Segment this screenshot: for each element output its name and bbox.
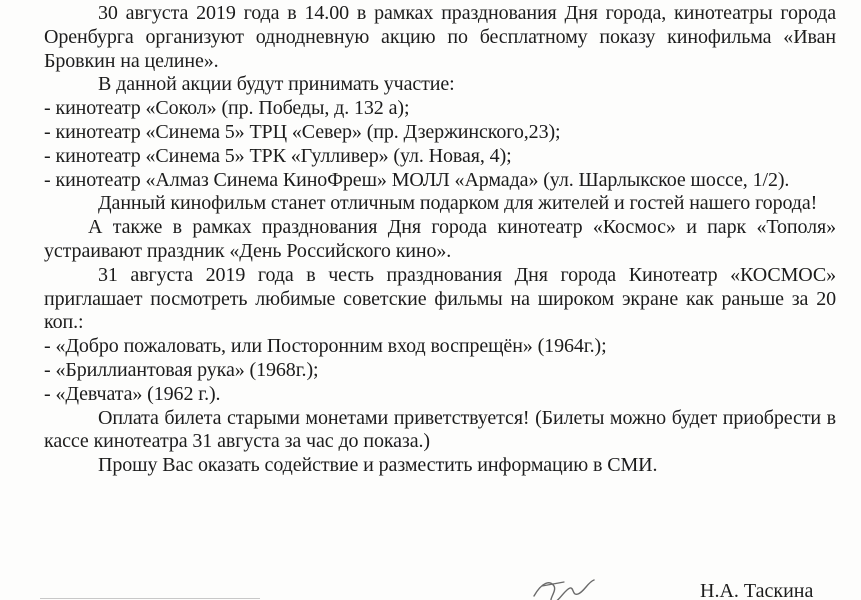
gift-paragraph: Данный кинофильм станет отличным подарком для жителей и гостей нашего города! xyxy=(98,192,818,215)
invite-paragraph: 31 августа 2019 года в честь празднования Дня города Кинотеатр «КОСМОС» приглашает посмотреть любимые советские фильмы на широком экране как раньше за 20 коп.: xyxy=(44,263,836,334)
request-paragraph: Прошу Вас оказать содействие и разместить информацию в СМИ. xyxy=(98,454,658,477)
participants-heading: В данной акции будут принимать участие: xyxy=(98,73,455,96)
film-list-item: - «Бриллиантовая рука» (1968г.); xyxy=(44,358,319,381)
cinema-list-item: - кинотеатр «Сокол» (пр. Победы, д. 132 а); xyxy=(44,97,410,120)
film-list-item: - «Девчата» (1962 г.). xyxy=(44,382,221,405)
handwritten-signature xyxy=(528,572,608,600)
intro-paragraph: 30 августа 2019 года в 14.00 в рамках празднования Дня города, кинотеатры города Оренбурга организуют однодневную акцию по бесплатному показу кинофильма «Иван Бровкин на целине». xyxy=(44,2,836,72)
kosmos-paragraph: А также в рамках празднования Дня города кинотеатр «Космос» и парк «Тополя» устраивают праздник «День Российского кино». xyxy=(44,216,836,262)
signature-block xyxy=(0,572,861,600)
cinema-list-item: - кинотеатр «Синема 5» ТРЦ «Север» (пр. Дзержинского,23); xyxy=(44,120,561,143)
payment-paragraph: Оплата билета старыми монетами приветствуется! (Билеты можно будет приобрести в кассе кинотеатра 31 августа за час до показа.) xyxy=(44,406,836,453)
signature-divider xyxy=(40,598,260,599)
document-body xyxy=(44,0,836,478)
signer-name: Н.А. Таскина xyxy=(700,580,814,600)
cinema-list-item: - кинотеатр «Алмаз Синема КиноФреш» МОЛЛ «Армада» (ул. Шарлыкское шоссе, 1/2). xyxy=(44,168,790,191)
cinema-list-item: - кинотеатр «Синема 5» ТРК «Гулливер» (ул. Новая, 4); xyxy=(44,144,512,167)
film-list-item: - «Добро пожаловать, или Посторонним вход воспрещён» (1964г.); xyxy=(44,335,607,358)
